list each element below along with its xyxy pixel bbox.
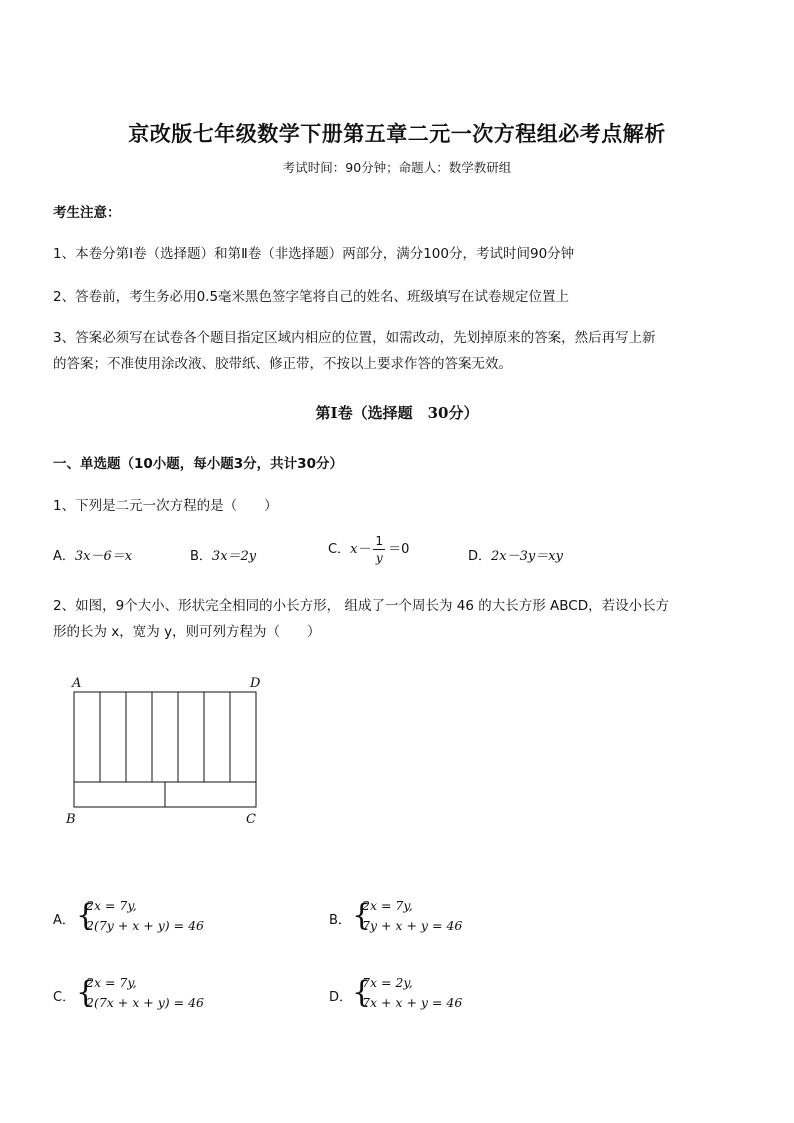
- q2-option-b[interactable]: [329, 896, 529, 940]
- q2-option-b-eq2: 7y + x + y = 46: [362, 918, 463, 933]
- vertex-label-a: A: [72, 676, 82, 691]
- q2-option-d-eq2: 7x + x + y = 46: [362, 995, 463, 1010]
- q2-option-a-eq2: 2(7y + x + y) = 46: [86, 918, 204, 933]
- q1-option-b-label: B．: [190, 549, 212, 564]
- q2-option-c-eq2: 2(7x + x + y) = 46: [86, 995, 204, 1010]
- notice-item-3-cont: 的答案；不准使用涂改液、胶带纸、修正带，不按以上要求作答的答案无效。: [53, 356, 512, 372]
- q1-option-c[interactable]: [328, 535, 409, 564]
- q2-option-d[interactable]: [329, 973, 529, 1017]
- brace-icon: {: [76, 975, 96, 1010]
- q1-option-c-pre: x－: [350, 542, 371, 557]
- q2-option-a-eq1: 2x = 7y,: [86, 898, 137, 913]
- vertex-label-c: C: [246, 812, 256, 827]
- q1-option-d[interactable]: [468, 545, 563, 564]
- q2-option-d-eq1: 7x = 2y,: [362, 975, 413, 990]
- notice-item-3: 3、答案必须写在试卷各个题目指定区域内相应的位置，如需改动，先划掉原来的答案，然后再写上新: [53, 330, 656, 346]
- q1-option-d-label: D．: [468, 549, 492, 564]
- q1-option-b-text: 3x＝2y: [211, 549, 257, 564]
- rectangle-figure: [60, 672, 280, 832]
- q2-option-c-eq1: 2x = 7y,: [86, 975, 137, 990]
- fraction-numerator: 1: [375, 534, 384, 548]
- brace-icon: {: [352, 975, 372, 1010]
- q1-option-c-label: C．: [328, 542, 351, 557]
- q2-option-d-label: D．: [329, 990, 353, 1005]
- q1-option-c-post: ＝0: [388, 542, 410, 557]
- q1-option-b[interactable]: [190, 545, 256, 564]
- question-2-stem-line2: 形的长为 x，宽为 y，则可列方程为（ ）: [53, 624, 321, 640]
- q2-option-c-label: C．: [53, 990, 76, 1005]
- exam-info: 考试时间：90分钟；命题人：数学教研组: [282, 160, 512, 175]
- q2-option-a[interactable]: [53, 896, 253, 940]
- section-title: 第Ⅰ卷（选择题 30分）: [315, 404, 479, 422]
- question-2-stem-line1: 2、如图，9个大小、形状完全相同的小长方形， 组成了一个周长为 46 的大长方形 ABCD，若设小长方: [53, 598, 670, 614]
- page-title: 京改版七年级数学下册第五章二元一次方程组必考点解析: [128, 121, 666, 146]
- brace-icon: {: [352, 898, 372, 933]
- notice-heading: 考生注意：: [53, 205, 121, 221]
- fraction-denominator: y: [375, 551, 383, 565]
- vertex-label-d: D: [250, 676, 261, 691]
- vertex-label-b: B: [66, 812, 76, 827]
- q2-option-a-label: A．: [53, 913, 75, 928]
- q2-option-c[interactable]: [53, 973, 253, 1017]
- q1-option-a-text: 3x－6＝x: [74, 549, 133, 564]
- brace-icon: {: [76, 898, 96, 933]
- q1-option-a[interactable]: [53, 545, 132, 564]
- notice-item-1: 1、本卷分第Ⅰ卷（选择题）和第Ⅱ卷（非选择题）两部分，满分100分，考试时间90分钟: [53, 246, 575, 262]
- notice-item-2: 2、答卷前，考生务必用0.5毫米黑色签字笔将自己的姓名、班级填写在试卷规定位置上: [53, 289, 570, 305]
- q2-option-b-eq1: 2x = 7y,: [362, 898, 413, 913]
- q1-option-d-text: 2x－3y＝xy: [491, 549, 563, 564]
- part-heading: 一、单选题（10小题，每小题3分，共计30分）: [53, 456, 343, 472]
- q2-option-b-label: B．: [329, 913, 351, 928]
- q1-option-c-fraction: [373, 535, 385, 564]
- question-1-stem: 1、下列是二元一次方程的是（ ）: [53, 498, 278, 514]
- q1-option-a-label: A．: [53, 549, 75, 564]
